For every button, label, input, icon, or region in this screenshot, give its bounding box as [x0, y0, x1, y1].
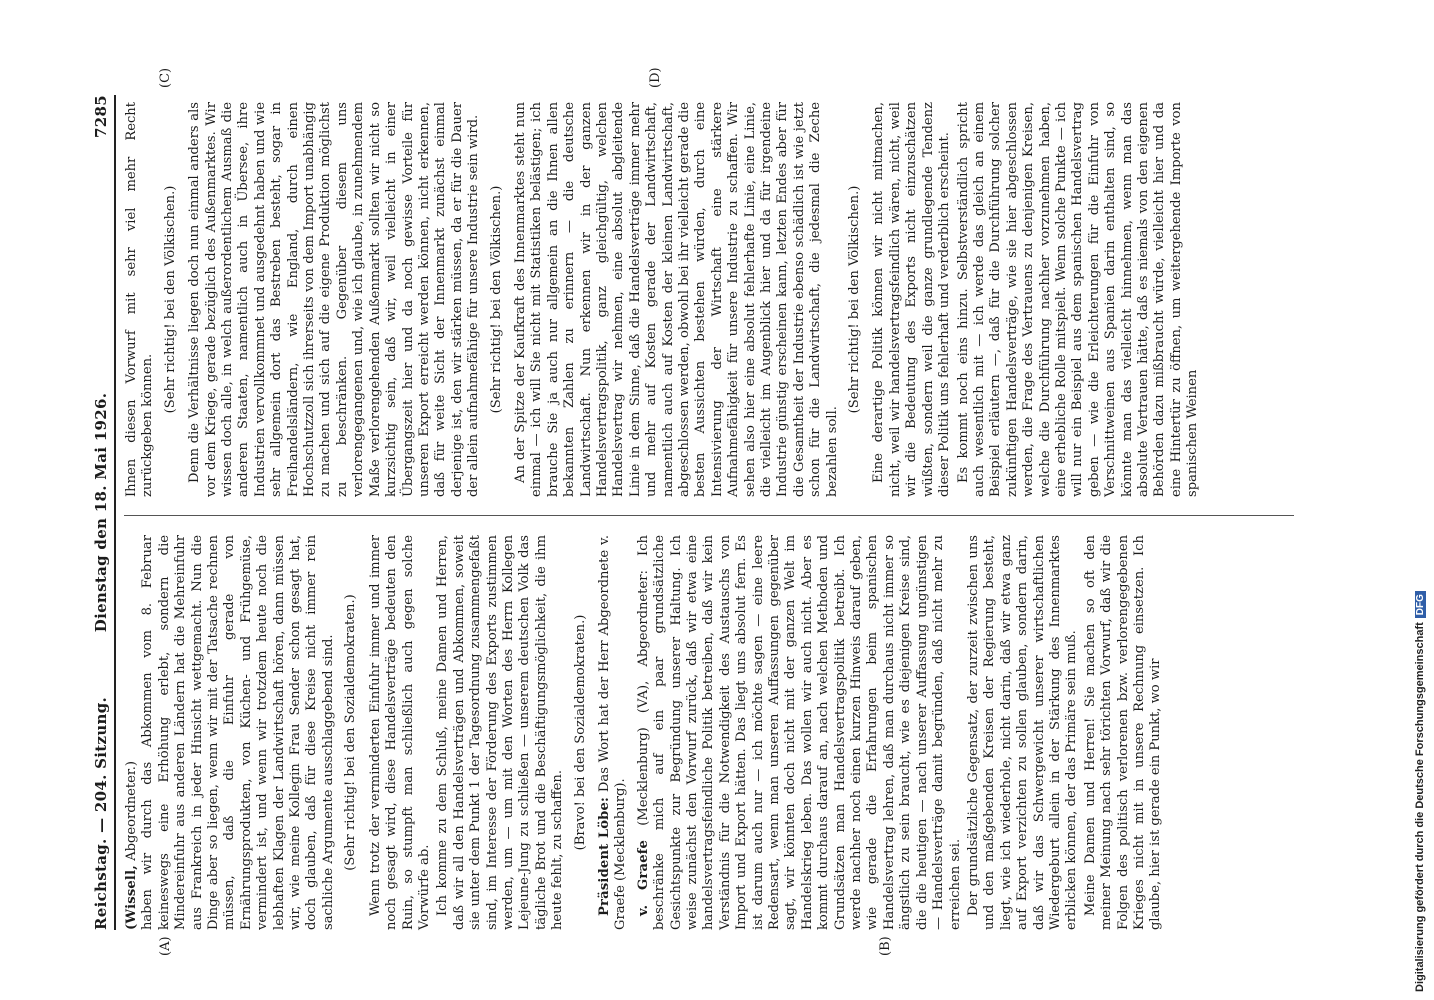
left-paragraph-2: Wenn trotz der verminderten Einfuhr immer und immer noch gesagt wird, diese Handelsverträge bedeuten den Ruin, so stumpft man schließlich auch gegen solche Vorwürfe ab. — [367, 535, 432, 930]
header-rule — [114, 95, 116, 930]
left-text-1: haben wir durch das Abkommen vom 8. Februar keineswegs eine Erhöhung erlebt, sondern die Mindereinfuhr aus anderen Ländern hat die Mehreinfuhr aus Frankreich in jeder Hinsicht wettgemacht. Nun die Dinge aber so liegen, wenn wir mit der Tatsache rechnen müssen, daß die Einfuhr gerade von Ernährungsprodukten, von Küchen- und Frühgemüse, vermindert ist, und wenn wir trotzdem heute noch die lebhaften Klagen der Landwirtschaft hören, dann müssen wir, wie meine Kollegin Frau Sender schon gesagt hat, doch glauben, daß für diese Kreise nicht immer rein sachliche Argumente ausschlaggebend sind. — [140, 535, 336, 930]
right-paragraph-4: Eine derartige Politik können wir nicht mitmachen, nicht, weil wir handelsvertragsfeindlich wären, nicht, weil wir die Bedeutung des Exports nicht einzuschätzen wüßten, sondern weil die ganze grundlegende Tendenz dieser Politik uns fehlerhaft und verderblich erscheint. — [871, 102, 953, 497]
president-name: Präsident Löbe: — [596, 796, 612, 916]
speaker-role: Abgeordneter.) — [124, 761, 139, 861]
header-date: Dienstag den 18. Mai 1926. — [92, 392, 110, 633]
left-interjection-1: (Sehr richtig! bei den Sozialdemokraten.) — [343, 594, 359, 871]
right-paragraph-5: Es kommt noch eins hinzu. Selbstverständlich spricht auch wesentlich mit — ich werde das gleich an einem Beispiel erläutern —, daß für die Durchführung solcher zukünftigen Handelsverträge, wie sie hier abgeschlossen werden, die Frage des Vertrauens zu denjenigen Kreisen, welche die Durchführung nachher vorzunehmen haben, eine erhebliche Rolle mitspielt. Wenn solche Punkte — ich will nur ein Beispiel aus dem spanischen Handelsvertrag geben — wie die Erleichterungen für die Einfuhr von Verschnittweinen aus Spanien darin enthalten sind, so könnte man das vielleicht hinnehmen, wenn man das absolute Vertrauen hätte, daß es niemals von den eigenen Behörden dazu mißbraucht würde, vielleicht hier und da eine Hintertür zu öffnen, um weitergehende Importe von spanischen Weinen — [955, 102, 1201, 497]
right-column — [124, 102, 1204, 497]
dfg-credit — [1414, 12, 1430, 992]
dfg-sidebar — [1410, 0, 1434, 1000]
right-paragraph-2: Denn die Verhältnisse liegen doch nun einmal anders als vor dem Kriege, gerade bezüglich des Außenmarktes. Wir wissen doch alle, in welch außerordentlichem Ausmaß die anderen Staaten, namentlich auch in Übersee, ihre Industrien vervollkommnet und ausgedehnt haben und wie sehr allgemein dort das Bestreben besteht, sogar in Freihandelsländern, wie England, durch einen Hochschutzzoll sich ihrerseits von dem Import unabhängig zu machen und sich auf die eigene Produktion möglichst zu beschränken. Gegenüber diesem uns verlorengegangenen und, wie ich glaube, in zunehmendem Maße verlorengehenden Außenmarkt sollten wir nicht so kurzsichtig sein, daß wir, weil vielleicht in einer Übergangszeit hier und da noch gewisse Vorteile für unseren Export erreicht werden können, nicht erkennen, daß für weite Sicht der Innenmarkt zunächst einmal derjenige ist, den wir stärken müssen, da er für die Dauer der allein aufnahmefähige für unsere Industrie sein wird. — [187, 102, 482, 497]
margin-marker-b: (B) — [878, 936, 893, 956]
left-paragraph-5: Meine Damen und Herren! Sie machen so oft den meiner Meinung nach sehr törichten Vorwurf, daß wir die Folgen des politisch verlorenen bzw. verlorengegebenen Krieges nicht mit in unsere Rechnung einsetzen. Ich glaube, hier ist gerade ein Punkt, wo wir — [1082, 535, 1164, 930]
speaker-name: (Wissell, — [124, 864, 139, 930]
margin-marker-d: (D) — [648, 67, 663, 88]
left-paragraph-3: Ich komme zu dem Schluß, meine Damen und Herren, daß wir all den Handelsverträgen und Abkommen, soweit sie unter dem Punkt 1 der Tagesordnung zusammengefaßt sind, im Interesse der Förderung des Exports zustimmen werden, um — um mit den Worten des Herrn Kollegen Lejeune-Jung zu schließen — unserem deutschen Volk das tägliche Brot und die Beschäftigungsmöglichkeit, die ihm heute fehlt, zu schaffen. — [435, 535, 566, 930]
header-left: Reichstag. — 204. Sitzung. — [92, 696, 110, 930]
right-interjection-3: (Sehr richtig! bei den Völkischen.) — [847, 185, 863, 414]
graefe-paragraph — [636, 535, 964, 930]
president-paragraph — [597, 535, 630, 930]
dfg-logo: DFG — [1415, 591, 1426, 618]
left-interjection-2: (Bravo! bei den Sozialdemokraten.) — [572, 614, 588, 851]
left-column — [124, 535, 1167, 930]
left-paragraph-4: Der grundsätzliche Gegensatz, der zurzeit zwischen uns und den maßgebenden Kreisen der Regierung besteht, liegt, wie ich wiederhole, nicht darin, daß wir etwa ganz auf Export verzichten zu sollen glauben, sondern darin, daß wir das Schwergewicht unserer wirtschaftlichen Wiedergeburt allein in der Stärkung des Innenmarktes erblicken können, der das Primäre sein muß. — [965, 535, 1080, 930]
president-text: Das Wort hat der Herr Abgeordnete v. Graefe (Mecklenburg). — [596, 535, 629, 930]
graefe-text: (Mecklenburg) (VA), Abgeordneter: Ich beschränke mich auf ein paar grundsätzliche Gesichtspunkte zur Begründung unserer Haltung. Ich weise zunächst den Vorwurf zurück, daß wir etwa eine handelsvertragsfeindliche Politik betreiben, daß wir kein Verständnis für die Notwendigkeit des Austauschs von Import und Export hätten. Das liegt uns absolut fern. Es ist darum auch nur — ich möchte sagen — eine leere Redensart, wenn man unseren Auffassungen gegenüber sagt, wir könnten doch nicht mit der ganzen Welt im Handelskrieg leben. Das wollen wir auch nicht. Aber es kommt durchaus darauf an, nach welchen Methoden und Grundsätzen man Handelsvertragspolitik betreibt. Ich werde nachher noch einen kurzen Hinweis darauf geben, wie gerade die Erfahrungen beim spanischen Handelsvertrag lehren, daß man durchaus nicht immer so ängstlich zu sein braucht, wie es diejenigen Kreise sind, die die heutigen — nach unserer Auffassung ungünstigen — Handelsverträge damit begründen, daß nicht mehr zu erreichen sei. — [635, 535, 963, 930]
left-paragraph-1 — [124, 535, 337, 930]
right-interjection-1: (Sehr richtig! bei den Völkischen.) — [162, 185, 178, 414]
right-paragraph-1: Ihnen diesen Vorwurf mit sehr viel mehr Recht zurückgeben können. — [124, 102, 156, 497]
dfg-credit-text: Digitalisierung gefördert durch die Deutsche Forschungsgemeinschaft — [1414, 622, 1426, 992]
margin-marker-a: (A) — [158, 936, 173, 956]
page-number: 7285 — [92, 95, 110, 138]
right-paragraph-3: An der Spitze der Kaufkraft des Innenmarktes steht nun einmal — ich will Sie nicht mit Statistiken belästigen; ich brauche Sie ja auch nur allgemein an die Ihnen allen bekannten Zahlen zu erinnern — die deutsche Landwirtschaft. Nun erkennen wir in der ganzen Handelsvertragspolitik, ganz gleichgültig, welchen Handelsvertrag wir nehmen, eine absolut abgleitende Linie in dem Sinne, daß die Handelsverträge immer mehr und mehr auf Kosten gerade der Landwirtschaft, namentlich auch auf Kosten der kleinen Landwirtschaft, abgeschlossen werden, obwohl bei ihr vielleicht gerade die besten Aussichten bestehen würden, durch eine Intensivierung der Wirtschaft eine stärkere Aufnahmefähigkeit für unsere Industrie zu schaffen. Wir sehen also hier eine absolut fehlerhafte Linie, eine Linie, die vielleicht im Augenblick hier und da für irgendeine Industrie günstig erscheinen kann, letzten Endes aber für die Gesamtheit der Industrie ebenso schädlich ist wie jetzt schon für die Landwirtschaft, die jedesmal die Zeche bezahlen soll. — [512, 102, 840, 497]
margin-marker-c: (C) — [158, 67, 173, 88]
right-interjection-2: (Sehr richtig! bei den Völkischen.) — [488, 185, 504, 414]
rotated-page — [88, 67, 1318, 956]
graefe-name: v. Graefe — [635, 839, 651, 916]
column-divider — [124, 515, 1294, 516]
